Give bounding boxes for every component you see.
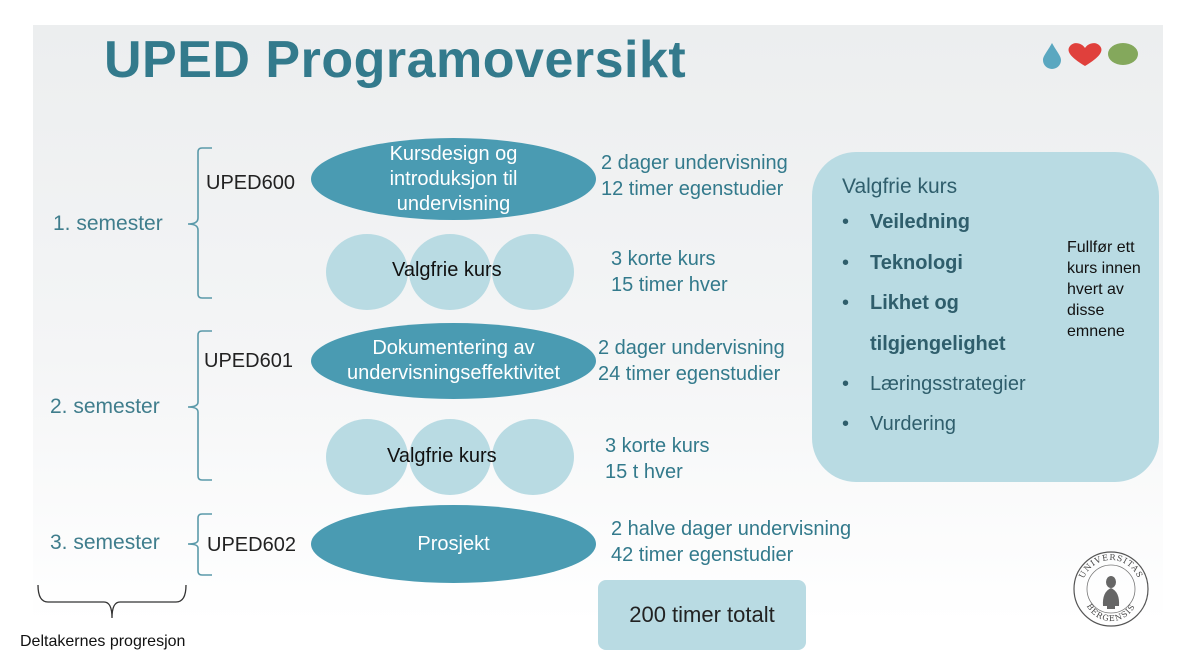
seal-text-bottom: BERGENSIS (1084, 602, 1138, 624)
course-name-uped600: Kursdesign og introduksjon til undervisning (389, 142, 518, 215)
info-line: 42 timer egenstudier (611, 544, 794, 566)
page-title: UPED Programoversikt (104, 31, 687, 89)
total-hours-badge: 200 timer totalt (598, 580, 806, 650)
course-info-uped600 (601, 150, 788, 202)
seal-text-top: UNIVERSITAS (1077, 552, 1145, 580)
elective-item-vurdering: • Vurdering (842, 413, 956, 435)
course-code-uped601: UPED601 (204, 350, 293, 372)
seal-figure-icon (1103, 576, 1119, 609)
svg-text:UNIVERSITAS (1077, 553, 1144, 580)
course-ellipse-uped601 (311, 323, 596, 399)
elective-info-2 (605, 433, 709, 485)
bullet-icon: • (842, 252, 850, 274)
progression-bracket (38, 585, 186, 618)
info-line: 3 korte kurs (605, 435, 710, 457)
elective-note: Fullfør ett kurs innen hvert av disse emnene (1067, 239, 1141, 340)
course-ellipse-uped600 (311, 138, 596, 220)
elective-item-likhet: • Likhet og (842, 292, 959, 314)
semester-2-label: 2. semester (50, 395, 160, 418)
info-line: 3 korte kurs (611, 248, 716, 270)
bullet-icon: • (842, 211, 850, 233)
info-line: 24 timer egenstudier (598, 363, 781, 385)
info-line: 15 t hver (605, 461, 683, 483)
elective-item-laeringsstrategier: • Læringsstrategier (842, 373, 1026, 395)
course-ellipse-uped602 (311, 505, 596, 583)
course-info-uped601 (598, 335, 785, 387)
bullet-icon: • (842, 292, 850, 314)
bullet-icon: • (842, 373, 850, 395)
progression-label: Deltakernes progresjon (20, 633, 186, 650)
info-line: 2 dager undervisning (598, 337, 785, 359)
elective-item-tilgjengelighet: tilgjengelighet (870, 333, 1006, 355)
university-seal-logo (1072, 550, 1150, 628)
course-info-uped602 (611, 516, 851, 568)
info-line: 12 timer egenstudier (601, 178, 784, 200)
info-line: 15 timer hver (611, 274, 728, 296)
semester-1-bracket (188, 148, 212, 298)
elective-item-veiledning: • Veiledning (842, 211, 971, 233)
elective-circle (492, 419, 574, 495)
elective-label-2: Valgfrie kurs (387, 445, 497, 467)
info-line: 2 dager undervisning (601, 152, 788, 174)
elective-label-1: Valgfrie kurs (392, 259, 502, 281)
elective-info-1 (611, 246, 728, 298)
course-code-uped602: UPED602 (207, 534, 296, 556)
semester-1-label: 1. semester (53, 212, 163, 235)
bullet-icon: • (842, 413, 850, 435)
course-name-uped601: Dokumentering av undervisningseffektivitet (346, 337, 561, 384)
info-line: 2 halve dager undervisning (611, 518, 852, 540)
elective-circle (492, 234, 574, 310)
course-code-uped600: UPED600 (206, 172, 295, 194)
semester-3-label: 3. semester (50, 531, 160, 554)
elective-box-title: Valgfrie kurs (842, 175, 958, 198)
course-name-uped602: Prosjekt (417, 532, 490, 555)
elective-item-teknologi: • Teknologi (842, 252, 963, 274)
